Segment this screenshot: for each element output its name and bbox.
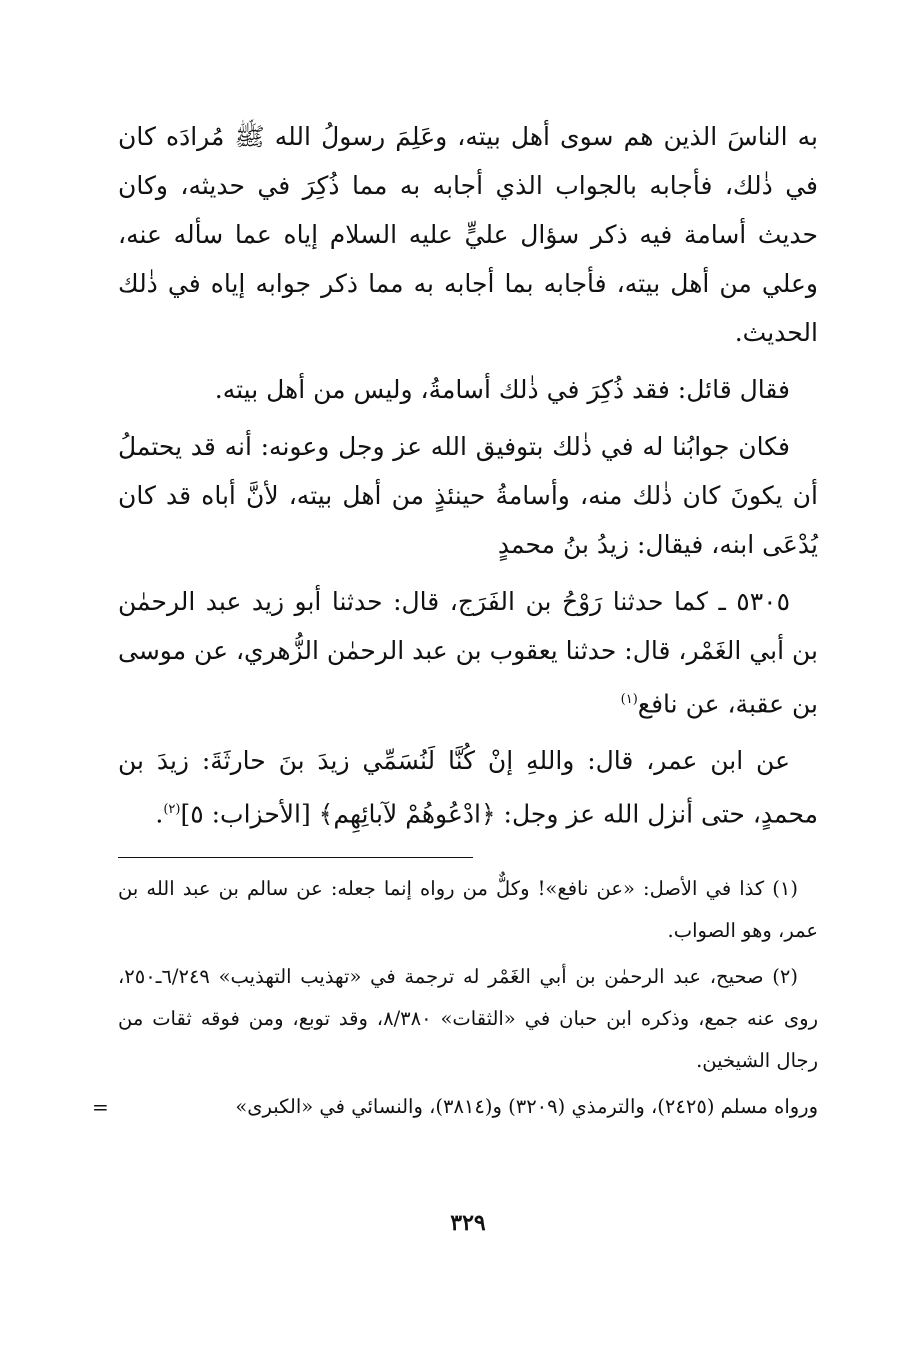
paragraph-2: فقال قائل: فقد ذُكِرَ في ذٰلك أسامةُ، وليس من أهل بيته. [214, 375, 790, 404]
page-body [92, 112, 819, 1252]
page-number: ٣٢٩ [450, 1210, 486, 1236]
footnote-ref-2: (٢) [163, 802, 181, 818]
paragraph-4-text: ٥٣٠٥ ـ كما حدثنا رَوْحُ بن الفَرَج، قال: حدثنا أبو زيد عبد الرحمٰن بن أبي الغَمْر، قال: حدثنا يعقوب بن عبد الرحمٰن الزُّهري، عن موسى بن عقبة، عن نافع [118, 587, 818, 719]
footnote-2-continued-text: ورواه مسلم (٢٤٢٥)، والترمذي (٣٢٠٩) و(٣٨١٤)، والنسائي في «الكبرى» [235, 1094, 818, 1118]
paragraph-4 [118, 577, 818, 728]
paragraph-5-text: عن ابن عمر، قال: واللهِ إنْ كُنَّا لَنُسَمِّي زيدَ بنَ حارثَةَ: زيدَ بن محمدٍ، حتى أنزل الله عز وجل: ﴿ادْعُوهُمْ لآبائِهِم﴾ [الأحزاب: ٥] [118, 746, 818, 829]
continuation-mark: = [92, 1094, 109, 1119]
footnote-ref-1: (١) [620, 692, 638, 707]
paragraph-3: فكان جوابُنا له في ذٰلك بتوفيق الله عز وجل وعونه: أنه قد يحتملُ أن يكونَ كان ذٰلك منه، وأسامةُ حينئذٍ من أهل بيته، لأنَّ أباه قد كان يُدْعَى ابنه، فيقال: زيدُ بنُ محمدٍ [118, 432, 818, 559]
paragraph-5: عن ابن عمر، قال: واللهِ إنْ كُنَّا لَنُسَمِّي زيدَ بنَ حارثَةَ: زيدَ بن محمدٍ، حتى أنزل الله عز وجل: ﴿ادْعُوهُمْ لآبائِهِم﴾ [الأحزاب: ٥]$^{(٢)}$. [118, 746, 818, 829]
footnote-2-continued [92, 1086, 818, 1128]
footnote-1: (١) كذا في الأصل: «عن نافع»! وكلٌّ من رواه إنما جعله: عن سالم بن عبد الله بن عمر، وهو الصواب. [118, 876, 818, 942]
paragraph-1: به الناسَ الذين هم سوى أهل بيته، وعَلِمَ رسولُ الله ﷺ مُرادَه كان في ذٰلك، فأجابه بالجواب الذي أجابه به مما ذُكِرَ في حديثه، وكان حديث أسامة فيه ذكر سؤال عليٍّ عليه السلام إياه عما سأله عنه، وعلي من أهل بيته، فأجابه بما أجابه به مما ذكر جوابه إياه في ذٰلك الحديث. [118, 122, 819, 347]
footnote-2: (٢) صحيح، عبد الرحمٰن بن أبي الغَمْر له ترجمة في «تهذيب التهذيب» ٦/٢٤٩ـ٢٥٠، روى عنه جمع، وذكره ابن حبان في «الثقات» ٨/٣٨٠، وقد توبع، ومن فوقه ثقات من رجال الشيخين. [118, 964, 818, 1072]
footnote-separator [118, 857, 473, 858]
